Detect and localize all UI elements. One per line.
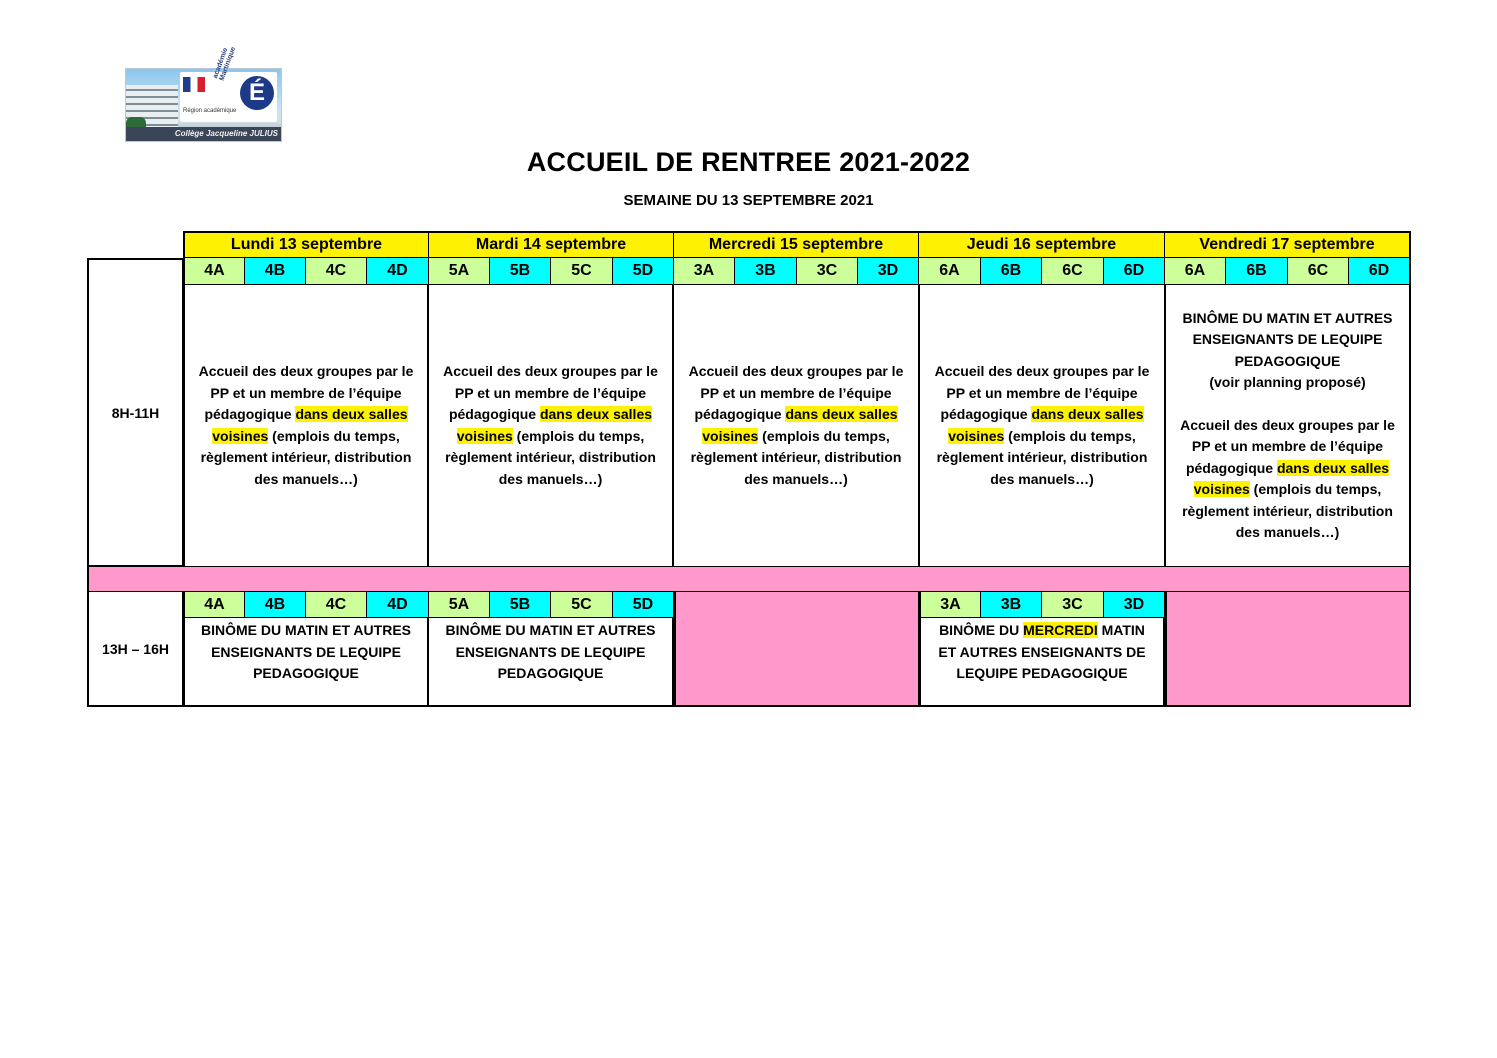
binome-text: BINÔME DU MATIN ET AUTRES ENSEIGNANTS DE LEQUIPE PEDAGOGIQUE bbox=[201, 622, 411, 681]
class-code: 6B bbox=[1226, 258, 1288, 285]
class-code: 6D bbox=[1349, 258, 1411, 285]
lunch-break-band bbox=[87, 566, 1411, 592]
class-code: 3D bbox=[1104, 591, 1165, 618]
class-code: 6B bbox=[981, 258, 1042, 285]
class-code: 5A bbox=[429, 591, 490, 618]
class-code: 4D bbox=[367, 591, 429, 618]
activity-text: Accueil des deux groupes par le PP et un membre de l’équipe pédagogique dans deux salles voisines (emplois du temps, règlement intérieur, distribution des manuels…) bbox=[934, 363, 1150, 487]
document-subtitle: SEMAINE DU 13 SEPTEMBRE 2021 bbox=[623, 192, 874, 209]
afternoon-activity-thursday bbox=[919, 618, 1165, 707]
class-code: 5B bbox=[490, 258, 551, 285]
class-code: 4C bbox=[306, 591, 367, 618]
academie-text: académie Martinique bbox=[212, 46, 238, 82]
class-code: 4A bbox=[183, 258, 245, 285]
time-slot-afternoon: 13H – 16H bbox=[87, 591, 184, 707]
day-header-tuesday: Mardi 14 septembre bbox=[429, 231, 674, 258]
class-code: 5D bbox=[613, 591, 674, 618]
college-logo bbox=[125, 46, 282, 142]
morning-activity-friday bbox=[1164, 285, 1411, 566]
region-text: Région académique bbox=[183, 108, 237, 114]
class-code: 5D bbox=[613, 258, 674, 285]
class-code: 3D bbox=[858, 258, 919, 285]
class-code: 4C bbox=[306, 258, 367, 285]
french-flag-icon bbox=[183, 77, 205, 92]
activity-text: Accueil des deux groupes par le PP et un membre de l’équipe pédagogique dans deux salles voisines (emplois du temps, règlement intérieur, distribution des manuels…) bbox=[1180, 416, 1395, 540]
morning-activity-thursday bbox=[918, 285, 1166, 566]
class-code: 3C bbox=[797, 258, 858, 285]
activity-text: Accueil des deux groupes par le PP et un membre de l’équipe pédagogique dans deux salles voisines (emplois du temps, règlement intérieur, distribution des manuels…) bbox=[198, 363, 414, 487]
class-code: 4B bbox=[245, 258, 306, 285]
time-slot-morning: 8H-11H bbox=[87, 258, 184, 566]
college-name-strip: Collège Jacqueline JULIUS bbox=[126, 127, 281, 141]
class-code: 4B bbox=[245, 591, 306, 618]
day-header-friday: Vendredi 17 septembre bbox=[1165, 231, 1411, 258]
afternoon-activity-tuesday bbox=[427, 618, 674, 707]
class-code: 3B bbox=[981, 591, 1042, 618]
binome-mercredi-text: BINÔME DU MERCREDI MATIN ET AUTRES ENSEIGNANTS DE LEQUIPE PEDAGOGIQUE bbox=[938, 622, 1146, 681]
morning-activity-tuesday bbox=[427, 285, 674, 566]
day-header-wednesday: Mercredi 15 septembre bbox=[674, 231, 919, 258]
class-code: 3C bbox=[1042, 591, 1104, 618]
friday-binome-text: BINÔME DU MATIN ET AUTRES ENSEIGNANTS DE LEQUIPE PEDAGOGIQUE bbox=[1182, 309, 1393, 369]
academie-e-icon: É bbox=[240, 76, 274, 110]
class-code: 6C bbox=[1042, 258, 1104, 285]
day-header-monday: Lundi 13 septembre bbox=[183, 231, 429, 258]
class-code: 5C bbox=[551, 258, 613, 285]
morning-activity-wednesday bbox=[672, 285, 920, 566]
day-header-thursday: Jeudi 16 septembre bbox=[919, 231, 1165, 258]
academy-emblem-panel bbox=[180, 46, 277, 122]
class-code: 5C bbox=[551, 591, 613, 618]
class-code: 6A bbox=[1165, 258, 1226, 285]
afternoon-activity-monday bbox=[183, 618, 429, 707]
morning-activity-monday bbox=[183, 285, 429, 566]
class-code: 5B bbox=[490, 591, 551, 618]
document-title: ACCUEIL DE RENTREE 2021-2022 bbox=[526, 147, 971, 177]
class-code: 5A bbox=[429, 258, 490, 285]
class-code: 3B bbox=[735, 258, 797, 285]
afternoon-friday-off bbox=[1165, 591, 1411, 707]
class-code: 6C bbox=[1288, 258, 1349, 285]
activity-text: Accueil des deux groupes par le PP et un membre de l’équipe pédagogique dans deux salles voisines (emplois du temps, règlement intérieur, distribution des manuels…) bbox=[688, 363, 904, 487]
activity-text: Accueil des deux groupes par le PP et un membre de l’équipe pédagogique dans deux salles voisines (emplois du temps, règlement intérieur, distribution des manuels…) bbox=[443, 363, 658, 487]
class-code: 4D bbox=[367, 258, 429, 285]
class-code: 3A bbox=[674, 258, 735, 285]
class-code: 3A bbox=[919, 591, 981, 618]
class-code: 6A bbox=[919, 258, 981, 285]
friday-planning-note: (voir planning proposé) bbox=[1209, 374, 1366, 390]
binome-text: BINÔME DU MATIN ET AUTRES ENSEIGNANTS DE LEQUIPE PEDAGOGIQUE bbox=[445, 622, 656, 681]
afternoon-wednesday-off bbox=[674, 591, 919, 707]
class-code: 6D bbox=[1104, 258, 1165, 285]
class-code: 4A bbox=[183, 591, 245, 618]
